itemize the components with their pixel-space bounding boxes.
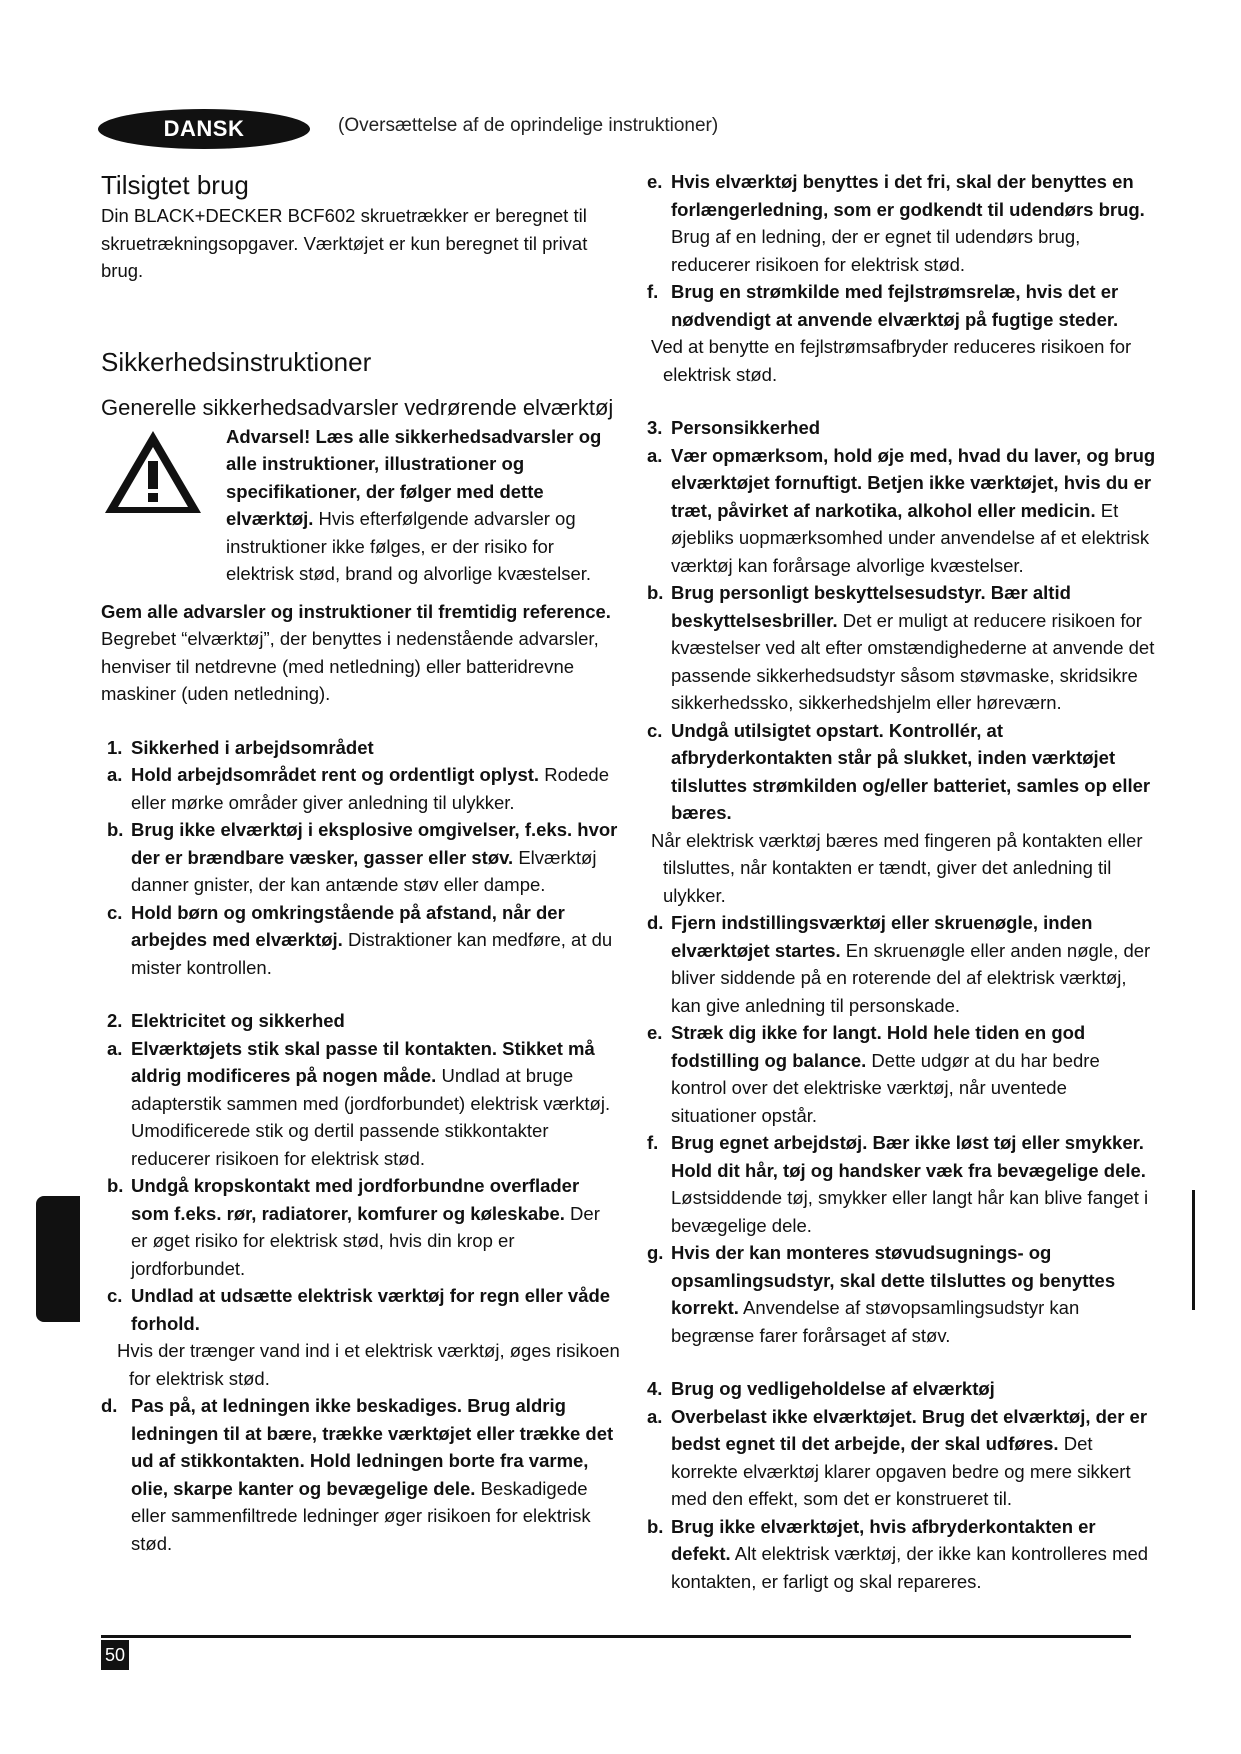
intended-use-heading: Tilsigtet brug xyxy=(101,170,249,200)
left-column xyxy=(101,168,621,1557)
item-bold: Hvis der kan monteres støvudsugnings- og opsamlingsudstyr, skal dette tilsluttes og benyttes korrekt. xyxy=(671,1242,1116,1318)
item-marker: c. xyxy=(107,1285,123,1306)
item-marker: a. xyxy=(107,1037,123,1059)
item-bold: Stræk dig ikke for langt. Hold hele tiden en god fodstilling og balance. xyxy=(671,1022,1086,1071)
item-bold: Fjern indstillingsværktøj eller skruenøgle, inden elværktøjet startes. xyxy=(671,912,1093,961)
item-bold: Hvis elværktøj benyttes i det fri, skal der benyttes en forlængerledning, som er godkendt til udendørs brug. xyxy=(671,171,1145,220)
keep-instructions xyxy=(101,598,621,708)
page-number: 50 xyxy=(101,1640,129,1670)
item-text: Undlad at bruge adapterstik sammen med (jordforbundet) elektrisk værktøj. Umodificerede stik og dertil passende stikkontakter reducerer risikoen for elektrisk stød. xyxy=(131,1065,611,1169)
item-marker: f. xyxy=(647,1132,659,1153)
footer-rule xyxy=(101,1635,1131,1638)
list-item xyxy=(101,899,621,982)
list-item xyxy=(101,1282,621,1337)
item-bold: Brug ikke elværktøj i eksplosive omgivelser, f.eks. hvor der er brændbare væsker, gasser eller støv. xyxy=(131,819,618,868)
list-item xyxy=(641,1513,1156,1596)
list-item xyxy=(641,1239,1156,1349)
section-heading-1 xyxy=(101,734,621,762)
warning-text: Hvis efterfølgende advarsler og instruktioner ikke følges, er der risiko for elektrisk stød, brand og alvorlige kvæstelser. xyxy=(226,508,592,584)
list-item xyxy=(641,278,1156,333)
list-item xyxy=(641,1403,1156,1513)
item-marker: a. xyxy=(107,764,123,785)
item-text: Dette udgør at du har bedre kontrol over det elektriske værktøj, når uventede situationer opstår. xyxy=(671,1049,1100,1126)
warning-block xyxy=(101,423,621,588)
item-marker: d. xyxy=(647,912,664,933)
list-item xyxy=(641,579,1156,717)
item-bold: Hold børn og omkringstående på afstand, når der arbejdes med elværktøj. xyxy=(131,901,565,950)
list-item xyxy=(641,1019,1156,1129)
item-bold: Elværktøjets stik skal passe til kontakten. Stikket må aldrig modificeres på nogen måde. xyxy=(131,1037,595,1086)
item-text: Rodede eller mørke områder giver anledning til ulykker. xyxy=(131,764,610,813)
item-bold: Brug personligt beskyttelsesudstyr. Bær altid beskyttelsesbriller. xyxy=(671,582,1071,631)
warning-bold: Advarsel! Læs alle sikkerhedsadvarsler og alle instruktioner, illustrationer og specifikationer, der følger med dette elværktøj. xyxy=(226,425,602,529)
section-number: 4. xyxy=(647,1378,663,1399)
list-item xyxy=(101,761,621,816)
item-bold: Pas på, at ledningen ikke beskadiges. Brug aldrig ledningen til at bære, trække værktøjet eller trække det ud af stikkontakten. Hold ledningen borte fra varme, olie, skarpe kanter og bevægelige dele. xyxy=(131,1395,614,1499)
warning-paragraph xyxy=(226,423,621,588)
item-marker: a. xyxy=(647,444,663,466)
item-text: En skruenøgle eller anden nøgle, der bliver siddende på en roterende del af elektrisk værktøj, kan give anledning til personskade. xyxy=(671,939,1151,1016)
list-item xyxy=(101,1172,621,1282)
item-bold: Hold arbejdsområdet rent og ordentligt oplyst. xyxy=(131,764,540,785)
item-text: Alt elektrisk værktøj, der ikke kan kontrolleres med kontakten, er farligt og skal repareres. xyxy=(671,1543,1149,1592)
item-bold: Brug en strømkilde med fejlstrømsrelæ, hvis det er nødvendigt at anvende elværktøj på fugtige steder. xyxy=(671,281,1119,330)
item-marker: e. xyxy=(647,171,663,192)
item-text: Elværktøj danner gnister, der kan antænde støv eller dampe. xyxy=(131,846,597,895)
item-text: Et øjebliks uopmærksomhed under anvendelse af et elektrisk værktøj kan forårsage alvorlige kvæstelser. xyxy=(671,499,1150,576)
section-number: 3. xyxy=(647,417,663,438)
item-text: Brug af en ledning, der er egnet til udendørs brug, reducerer risikoen for elektrisk stød. xyxy=(671,226,1081,275)
section-heading-2 xyxy=(101,1007,621,1035)
item-bold: Undlad at udsætte elektrisk værktøj for regn eller våde forhold. xyxy=(131,1285,611,1334)
list-item xyxy=(641,1129,1156,1239)
item-marker: c. xyxy=(647,719,663,741)
item-bold: Undgå utilsigtet opstart. Kontrollér, at afbryderkontakten står på slukket, inden værktøjet tilsluttes strømkilden og/eller batteriet, samles op eller bæres. xyxy=(671,719,1151,823)
item-text: Det er muligt at reducere risikoen for kvæstelser ved alt efter omstændighederne at anvende det passende sikkerhedsudstyr såsom støvmaske, skridsikre sikkerhedssko, sikkerhedshjelm eller høreværn. xyxy=(671,609,1155,713)
item-text: Det korrekte elværktøj klarer opgaven bedre og mere sikkert med den effekt, som det er konstrueret til. xyxy=(671,1433,1131,1509)
intended-use-text: Din BLACK+DECKER BCF602 skruetrækker er beregnet til skruetrækningsopgaver. Værktøjet er kun beregnet til privat brug. xyxy=(101,205,588,281)
section-number: 2. xyxy=(107,1010,123,1031)
item-text: Hvis der trænger vand ind i et elektrisk værktøj, øges risikoen for elektrisk stød. xyxy=(117,1340,620,1389)
item-bold: Undgå kropskontakt med jordforbundne overflader som f.eks. rør, radiatorer, komfurer og køleskabe. xyxy=(131,1175,580,1224)
item-marker: b. xyxy=(107,819,124,840)
item-bold: Brug ikke elværktøjet, hvis afbryderkontakten er defekt. xyxy=(671,1515,1096,1564)
general-warnings-heading: Generelle sikkerhedsadvarsler vedrørende elværktøj xyxy=(101,394,614,420)
item-marker: e. xyxy=(647,1022,663,1043)
language-thumb-tab xyxy=(36,1196,80,1322)
item-text: Anvendelse af støvopsamlingsudstyr kan begrænse farer forårsaget af støv. xyxy=(671,1297,1080,1346)
item-marker: b. xyxy=(107,1175,124,1196)
item-marker: b. xyxy=(647,1515,664,1537)
list-item xyxy=(101,816,621,899)
keep-bold: Gem alle advarsler og instruktioner til fremtidig reference. xyxy=(101,600,611,622)
item-marker: g. xyxy=(647,1242,664,1263)
item-bold: Brug egnet arbejdstøj. Bær ikke løst tøj eller smykker. Hold dit hår, tøj og handsker væk fra bevægelige dele. xyxy=(671,1132,1146,1181)
keep-text: Begrebet “elværktøj”, der benyttes i nedenstående advarsler, henviser til netdrevne (med netledning) eller batteridrevne maskiner (uden netledning). xyxy=(101,628,599,704)
list-item xyxy=(101,1035,621,1173)
list-item xyxy=(641,168,1156,278)
item-text: Løstsiddende tøj, smykker eller langt hår kan blive fanget i bevægelige dele. xyxy=(671,1187,1149,1236)
list-item xyxy=(641,909,1156,1019)
item-text: Når elektrisk værktøj bæres med fingeren på kontakten eller tilsluttes, når kontakten er tændt, giver det anledning til ulykker. xyxy=(651,829,1143,906)
item-marker: b. xyxy=(647,582,664,603)
item-marker: d. xyxy=(101,1395,118,1416)
margin-rule xyxy=(1192,1190,1195,1310)
section-heading-3 xyxy=(641,414,1156,442)
item-text: Der er øget risiko for elektrisk stød, hvis din krop er jordforbundet. xyxy=(131,1202,600,1279)
section-heading-4 xyxy=(641,1375,1156,1403)
section-number: 1. xyxy=(107,736,123,758)
right-column xyxy=(641,168,1156,1595)
safety-heading: Sikkerhedsinstruktioner xyxy=(101,346,372,377)
item-bold: Vær opmærksom, hold øje med, hvad du laver, og brug elværktøjet fornuftigt. Betjen ikke værktøjet, hvis du er træt, påvirket af narkotika, alkohol eller medicin. xyxy=(671,444,1156,521)
section-title: Brug og vedligeholdelse af elværktøj xyxy=(671,1378,995,1399)
item-text: Distraktioner kan medføre, at du mister kontrollen. xyxy=(131,929,613,978)
section-title: Sikkerhed i arbejdsområdet xyxy=(131,736,374,758)
list-item xyxy=(101,1392,621,1557)
item-text: Beskadigede eller sammenfiltrede ledninger øger risikoen for elektrisk stød. xyxy=(131,1477,591,1554)
item-bold: Overbelast ikke elværktøjet. Brug det elværktøj, der er bedst egnet til det arbejde, der skal udføres. xyxy=(671,1405,1148,1454)
item-marker: c. xyxy=(107,901,123,923)
language-badge: DANSK xyxy=(98,109,310,149)
translation-note: (Oversættelse af de oprindelige instruktioner) xyxy=(338,115,719,136)
list-item xyxy=(641,717,1156,827)
section-title: Personsikkerhed xyxy=(671,417,821,438)
warning-triangle-icon xyxy=(101,427,205,517)
item-marker: a. xyxy=(647,1405,663,1427)
item-text: Ved at benytte en fejlstrømsafbryder reduceres risikoen for elektrisk stød. xyxy=(651,336,1132,385)
list-item xyxy=(641,442,1156,580)
section-title: Elektricitet og sikkerhed xyxy=(131,1010,345,1031)
item-marker: f. xyxy=(647,281,659,302)
